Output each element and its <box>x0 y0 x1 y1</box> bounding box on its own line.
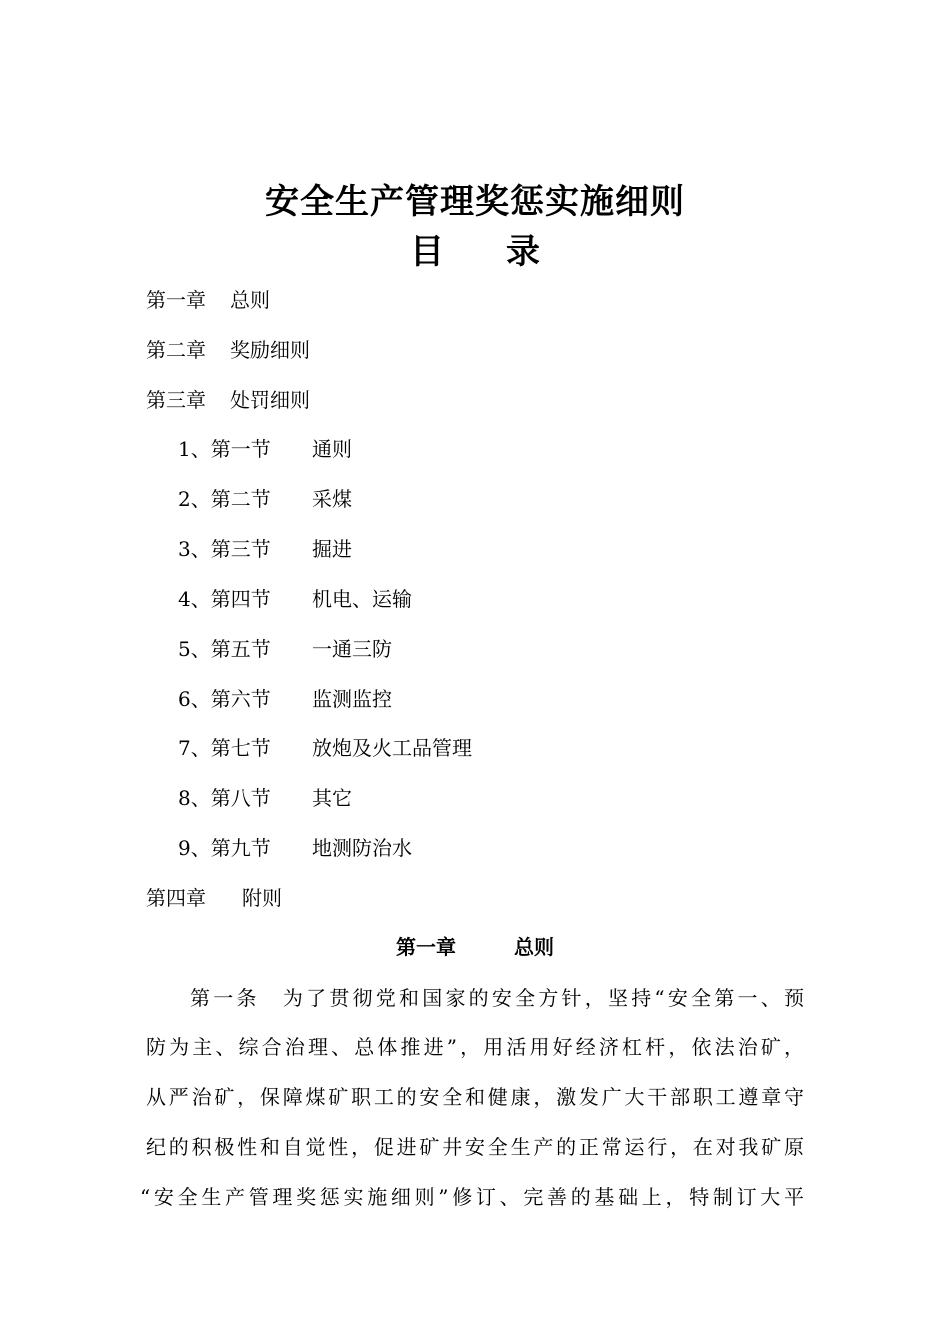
toc-section-number: 1、第一节 <box>178 437 271 461</box>
paragraph-line: 防为主、综合治理、总体推进”，用活用好经济杠杆，依法治矿， <box>146 1035 804 1059</box>
toc-chapter-label: 处罚细则 <box>230 388 310 412</box>
toc-section-label: 机电、运输 <box>312 587 412 611</box>
toc-section-1 <box>178 434 352 464</box>
toc-section-label: 地测防治水 <box>312 836 412 860</box>
toc-section-label: 一通三防 <box>312 637 392 661</box>
toc-section-label: 采煤 <box>312 487 352 511</box>
toc-section-number: 8、第八节 <box>178 786 271 810</box>
toc-heading-char-2: 录 <box>506 232 540 272</box>
paragraph-line: 纪的积极性和自觉性，促进矿井安全生产的正常运行，在对我矿原 <box>146 1135 804 1159</box>
toc-chapter-number: 第三章 <box>146 388 206 412</box>
toc-chapter-label: 奖励细则 <box>230 338 310 362</box>
toc-section-number: 4、第四节 <box>178 587 271 611</box>
toc-heading <box>0 228 950 276</box>
toc-chapter-1 <box>146 285 270 315</box>
toc-section-3 <box>178 534 352 564</box>
paragraph-line: 第一条 为了贯彻党和国家的安全方针，坚持“安全第一、预 <box>190 986 804 1010</box>
paragraph-line: 从严治矿，保障煤矿职工的安全和健康，激发广大干部职工遵章守 <box>146 1085 804 1109</box>
toc-section-number: 2、第二节 <box>178 487 271 511</box>
toc-chapter-label: 总则 <box>230 288 270 312</box>
toc-section-6 <box>178 684 392 714</box>
document-title: 安全生产管理奖惩实施细则 <box>265 182 685 222</box>
toc-chapter-3 <box>146 385 310 415</box>
toc-section-label: 其它 <box>312 786 352 810</box>
chapter-one-heading <box>0 932 950 962</box>
toc-section-8 <box>178 783 352 813</box>
toc-section-4 <box>178 584 412 614</box>
toc-section-number: 3、第三节 <box>178 537 271 561</box>
toc-chapter-label: 附则 <box>242 886 282 910</box>
toc-chapter-4 <box>146 883 282 913</box>
toc-section-7 <box>178 733 472 763</box>
chapter-one-title: 总则 <box>514 935 554 959</box>
toc-section-label: 放炮及火工品管理 <box>312 736 472 760</box>
toc-section-9 <box>178 833 412 863</box>
toc-section-number: 6、第六节 <box>178 687 271 711</box>
toc-section-label: 掘进 <box>312 537 352 561</box>
toc-section-number: 7、第七节 <box>178 736 271 760</box>
paragraph-line: “安全生产管理奖惩实施细则”修订、完善的基础上，特制订大平 <box>140 1185 804 1209</box>
toc-section-label: 通则 <box>312 437 352 461</box>
toc-heading-char-1: 目 <box>410 232 444 272</box>
toc-chapter-2 <box>146 335 310 365</box>
chapter-one-number: 第一章 <box>396 935 456 959</box>
toc-chapter-number: 第二章 <box>146 338 206 362</box>
toc-section-2 <box>178 484 352 514</box>
toc-section-5 <box>178 634 392 664</box>
toc-section-label: 监测监控 <box>312 687 392 711</box>
toc-chapter-number: 第四章 <box>146 886 206 910</box>
toc-section-number: 5、第五节 <box>178 637 271 661</box>
toc-section-number: 9、第九节 <box>178 836 271 860</box>
toc-chapter-number: 第一章 <box>146 288 206 312</box>
